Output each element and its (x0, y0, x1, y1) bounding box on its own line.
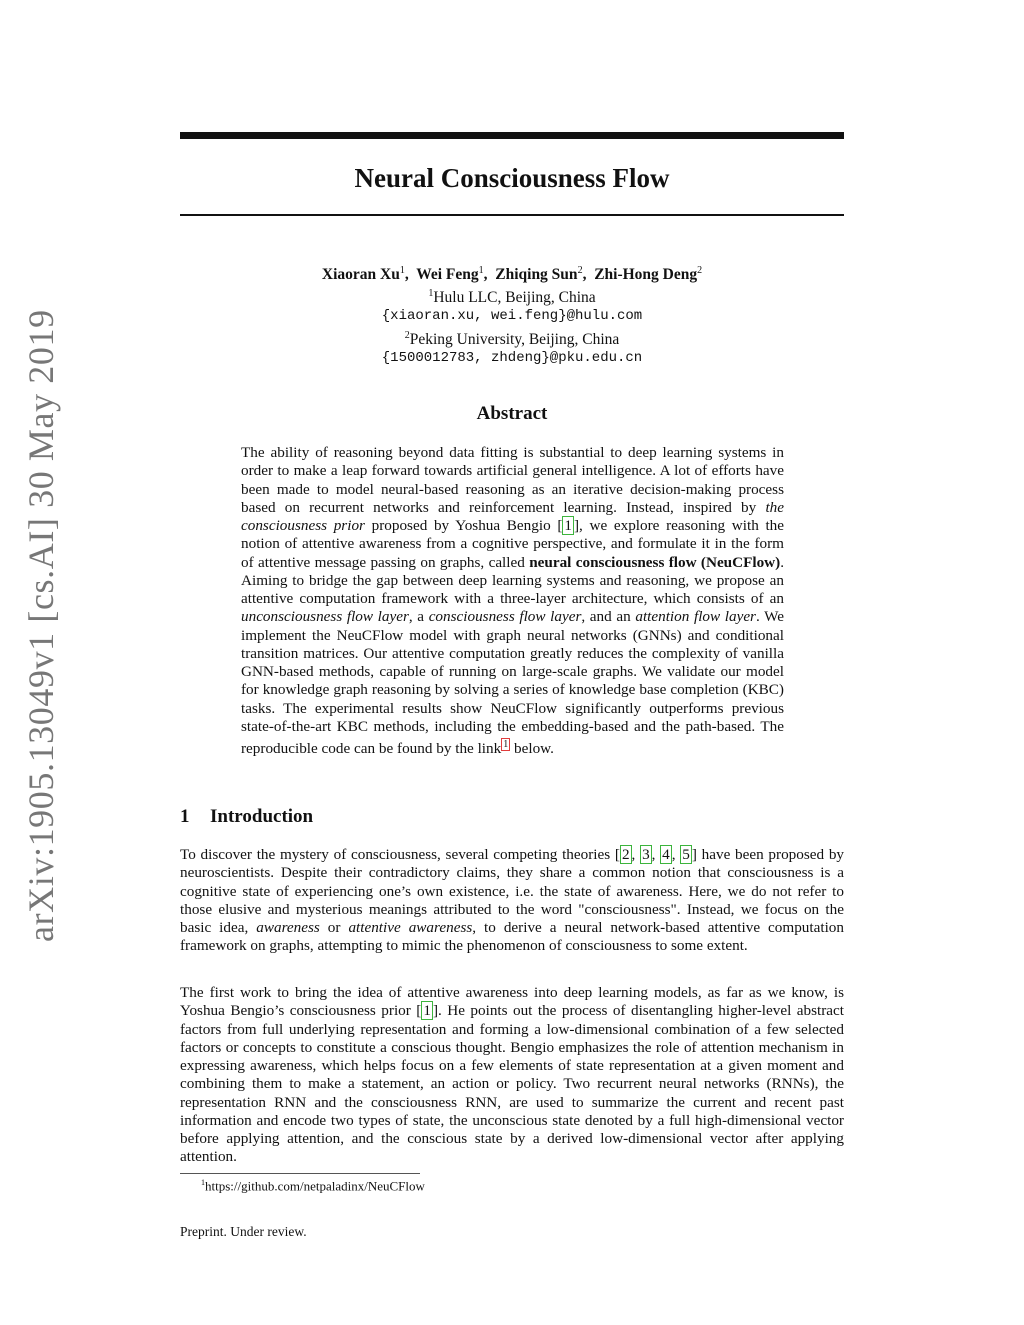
citation-link[interactable]: 3 (642, 846, 650, 863)
arxiv-identifier: arXiv:1905.13049v1 [cs.AI] 30 May 2019 (21, 309, 61, 942)
citation-link[interactable]: 1 (423, 1002, 431, 1020)
affiliation (180, 284, 844, 307)
affiliation-name: Peking University, Beijing, China (409, 331, 620, 349)
section-title: Introduction (210, 806, 314, 827)
section-number: 1 (180, 806, 190, 827)
footnote-rule (180, 1173, 420, 1174)
footnote-link[interactable]: 1 (503, 739, 509, 750)
email-list: {xiaoran.xu, wei.feng}@hulu.com (381, 308, 643, 325)
section-heading (180, 806, 313, 828)
affiliation-mark: 1 (478, 265, 484, 276)
title-rule-bottom (180, 214, 844, 216)
author-name: Xiaoran Xu (321, 266, 400, 284)
email-list: {1500012783, zhdeng}@pku.edu.cn (381, 350, 643, 367)
affiliation-mark: 1 (399, 265, 405, 276)
footnote-mark: 1 (201, 1178, 205, 1187)
affiliation-mark: 1 (428, 288, 434, 300)
title-rule-top (180, 132, 844, 139)
footer-note: Preprint. Under review. (180, 1224, 307, 1239)
author-block (180, 261, 844, 368)
author-name: Zhiqing Sun (495, 266, 578, 284)
footnote-url[interactable]: https://github.com/netpaladinx/NeuCFlow (205, 1178, 425, 1194)
author-name: Zhi-Hong Deng (594, 266, 698, 284)
abstract-body: The ability of reasoning beyond data fitting is substantial to deep learning systems in order to make a leap forward towards artificial general intelligence. A lot of efforts have been made to model neural-based reasoning as an iterative decision-making process based on recurrent networks and reinforcement learning. Instead, inspired by the consciousness prior proposed by Yoshua Bengio [ 1 ], we explore reasoning with the notion of attentive awareness from a cognitive perspective, and formulate it in the form of attentive message passing on graphs, called neural consciousness flow (NeuCFlow). Aiming to bridge the gap between deep learning systems and reasoning, we propose an attentive computation framework with a three-layer architecture, which consists of an unconsciousness flow layer, a consciousness flow layer, and an attention flow layer. We implement the NeuCFlow model with graph neural networks (GNNs) and conditional transition matrices. Our attentive computation greatly reduces the complexity of vanilla GNN-based methods, capable of running on large-scale graphs. We validate our model for knowledge graph reasoning by solving a series of knowledge base completion (KBC) tasks. The experimental results show NeuCFlow significantly outperforms previous state-of-the-art KBC methods, including the embedding-based and the path-based. The reproducible code can be found by the link $^1$ below. (241, 444, 785, 758)
author-names: Xiaoran Xu$^1$, Wei Feng$^1$, Zhiqing Sun$^2$, Zhi-Hong Deng$^2$ (321, 265, 703, 284)
abstract-heading: Abstract (476, 403, 548, 424)
paper-title: Neural Consciousness Flow (354, 163, 670, 193)
affiliation-mark: 2 (577, 265, 583, 276)
citation-link[interactable]: 5 (682, 846, 690, 863)
affiliation-name: Hulu LLC, Beijing, China (433, 289, 596, 307)
affiliation (180, 326, 844, 349)
citation-link[interactable]: 2 (621, 846, 630, 863)
footnote (201, 1178, 425, 1194)
author-name: Wei Feng (416, 266, 479, 284)
paragraph: To discover the mystery of consciousness, several competing theories [ 2 , 3 , 4 , 5 ] have been proposed by neuroscientists. Despite their contradictory claims, they share a common notion that consciousness is a cognitive state of experiencing one’s own existence, i.e. the state of awareness. Here, we do not refer to those elusive and mysterious meanings attributed to the word "consciousness". Instead, we focus on the basic idea, awareness or attentive awareness, to derive a neural network-based attentive computation framework on graphs, attempting to mimic the phenomenon of consciousness to some extent. (180, 846, 845, 955)
affiliation-mark: 2 (404, 330, 410, 342)
citation-link[interactable]: 1 (564, 517, 572, 534)
affiliation-mark: 2 (697, 265, 703, 276)
paragraph: The first work to bring the idea of attentive awareness into deep learning models, as far as we know, is Yoshua Bengio’s consciousness prior [ 1 ]. He points out the process of disentangling higher-level abstract factors from full underlying representation and forming a low-dimensional combination of a few selected factors or concepts to constitute a conscious thought. Bengio emphasizes the role of attention mechanism in expressing awareness, which helps focus on a few elements of state representation at a given moment and combining them to make a statement, an action or policy. Two recurrent neural networks (RNNs), the representation RNN and the consciousness RNN, are used to summarize the current and recent past information and encode two types of state, the unconscious state denoted by a full high-dimensional vector before applying attention, and the conscious state by a derived low-dimensional vector after applying attention. (180, 984, 845, 1166)
citation-link[interactable]: 4 (662, 846, 670, 863)
